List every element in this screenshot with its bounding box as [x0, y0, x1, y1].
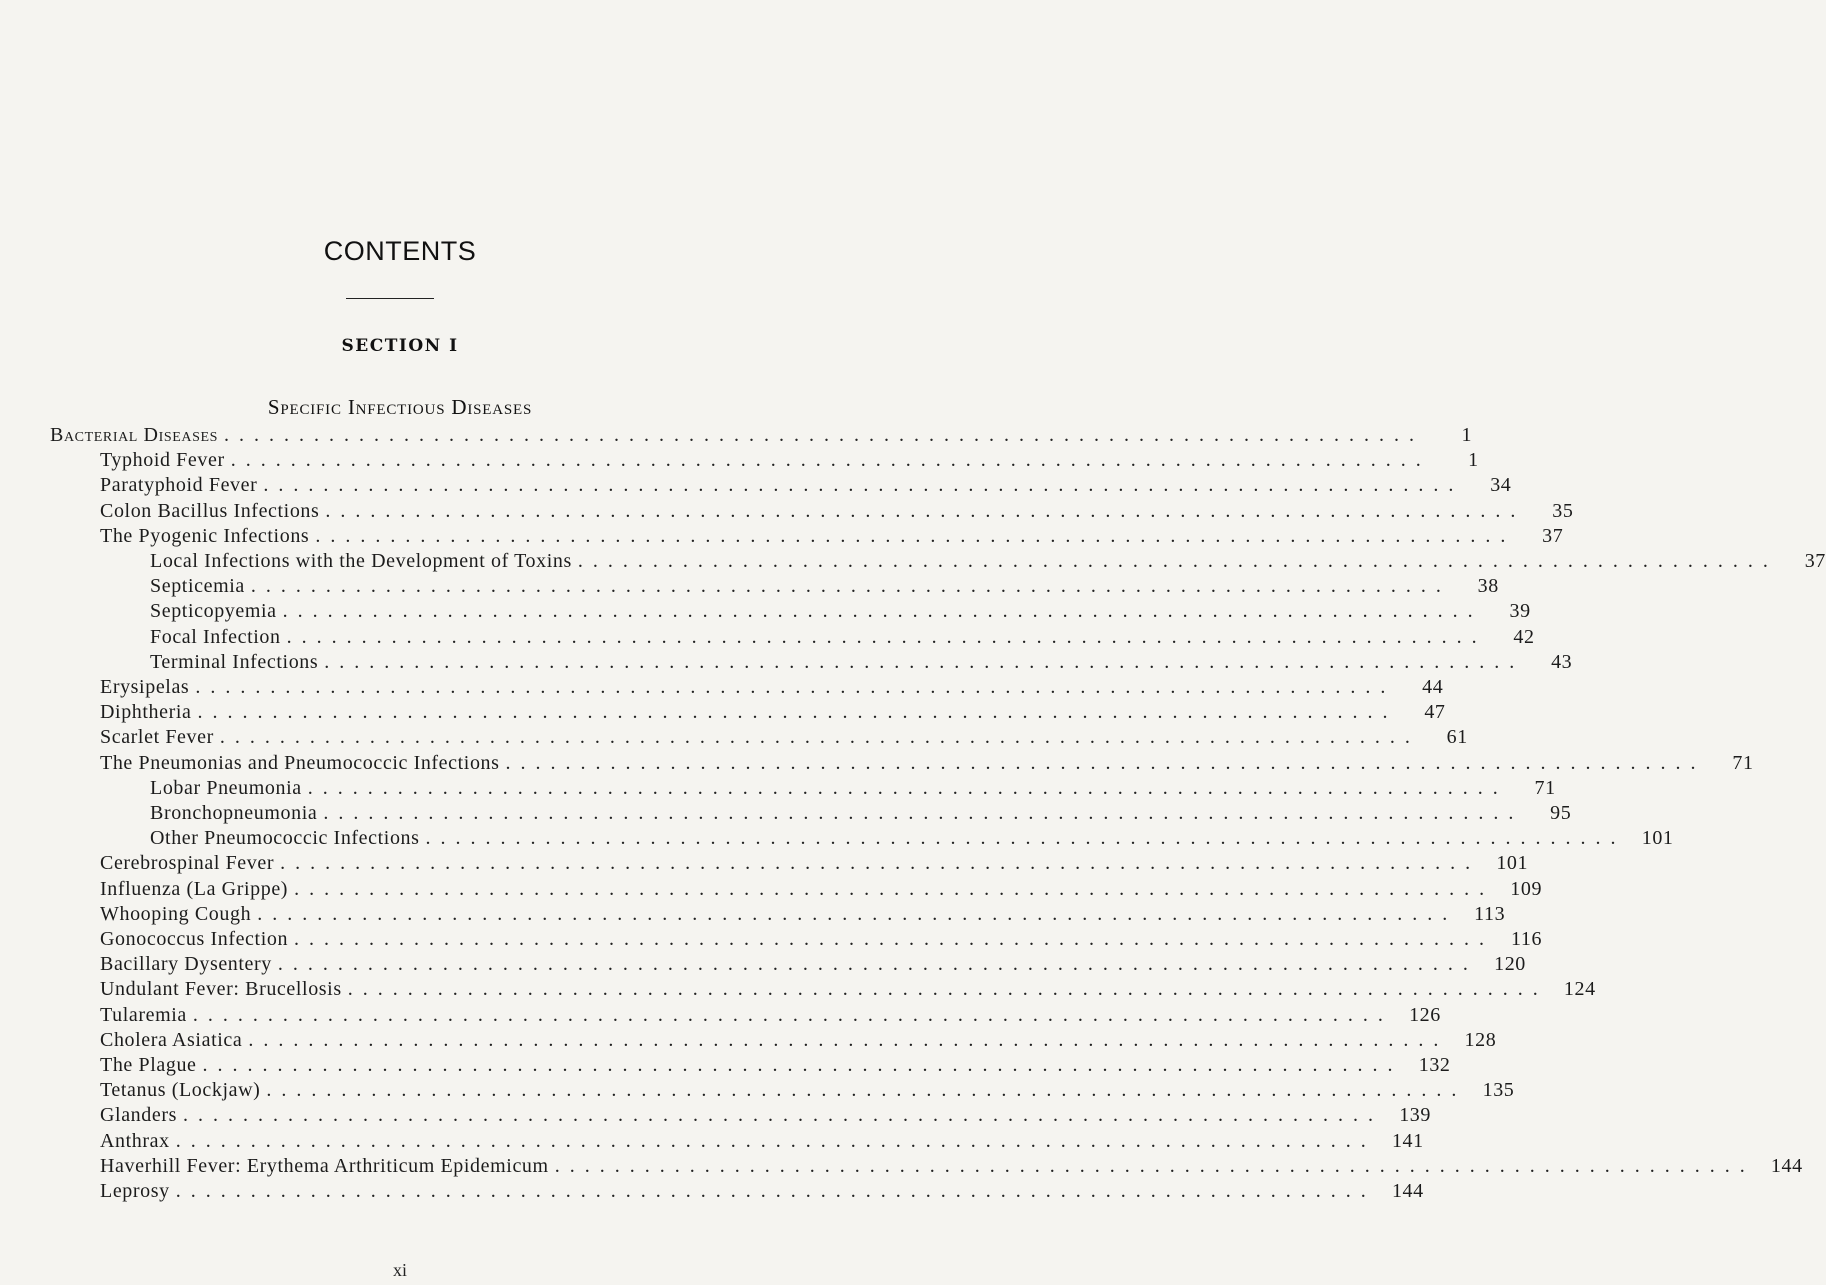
toc-entry-title: Diphtheria: [100, 701, 192, 724]
toc-entry: [100, 1002, 1441, 1028]
toc-entry-page: 37: [1542, 524, 1564, 547]
toc-entry-title: Bacillary Dysentery: [100, 953, 272, 976]
dot-leader: ................................................................................: [197, 701, 1398, 724]
toc-entry: [100, 1052, 1451, 1078]
toc-entry-title: Scarlet Fever: [100, 726, 214, 749]
toc-entry-page: 44: [1422, 676, 1444, 698]
toc-entry-title: Tetanus (Lockjaw): [100, 1079, 261, 1102]
toc-entry: [100, 876, 1543, 902]
toc-entry: [100, 750, 1754, 776]
toc-entry: [100, 523, 1564, 549]
toc-entry-title: Gonococcus Infection: [100, 928, 289, 950]
toc-entry-title: Undulant Fever: Brucellosis: [100, 978, 342, 1001]
toc-entry-page: 43: [1551, 650, 1573, 673]
toc-entry-page: 101: [1641, 827, 1674, 850]
toc-entry-title: Cerebrospinal Fever: [100, 852, 275, 875]
toc-entry: [100, 472, 1512, 498]
toc-entry-page: 132: [1418, 1054, 1451, 1076]
toc-entry-title: Septicopyemia: [150, 600, 277, 623]
toc-entry: [100, 850, 1529, 876]
toc-entry-page: 38: [1477, 575, 1499, 598]
dot-leader: ................................................................................: [307, 776, 1508, 799]
dot-leader: ................................................................................: [323, 802, 1524, 824]
toc-entry: [100, 1178, 1424, 1204]
toc-entry: [150, 548, 1826, 574]
toc-entry-page: 61: [1446, 726, 1468, 749]
toc-entry-page: 109: [1510, 877, 1543, 900]
page-number: xi: [392, 1260, 407, 1280]
toc-entry: [100, 674, 1444, 700]
toc-entry: [150, 624, 1535, 650]
dot-leader: ................................................................................: [280, 852, 1481, 875]
dot-leader: ................................................................................: [554, 1154, 1755, 1177]
toc-entry: [150, 598, 1531, 624]
toc-entry-page: 128: [1464, 1028, 1497, 1051]
dot-leader: ................................................................................: [266, 1079, 1467, 1102]
toc-entry-title: Erysipelas: [100, 676, 190, 698]
dot-leader: ................................................................................: [195, 676, 1396, 698]
toc-entry: [100, 699, 1446, 725]
toc-entry: [100, 1153, 1803, 1179]
toc-entry-page: 101: [1496, 852, 1529, 875]
toc-entry: [150, 649, 1573, 675]
section-label: SECTION I: [341, 336, 459, 356]
dot-leader: ................................................................................: [175, 1180, 1376, 1202]
toc-entry-page: 126: [1409, 1003, 1441, 1026]
dot-leader: ................................................................................: [294, 877, 1495, 900]
toc-entry-page: 124: [1563, 978, 1596, 1001]
toc-entry-title: Septicemia: [150, 575, 245, 598]
dot-leader: ................................................................................: [250, 575, 1451, 598]
toc-entry-title: Whooping Cough: [100, 902, 252, 925]
toc-entry-title: Focal Infection: [150, 625, 281, 648]
toc-entry-title: Colon Bacillus Infections: [100, 499, 320, 522]
dot-leader: ................................................................................: [192, 1003, 1393, 1026]
dot-leader: ................................................................................: [347, 978, 1548, 1001]
toc-entry-title: Glanders: [100, 1104, 177, 1127]
toc-entry-page: 1: [1468, 449, 1479, 472]
toc-entry-title: Haverhill Fever: Erythema Arthriticum Epidemicum: [100, 1154, 549, 1177]
toc-entry-page: 135: [1482, 1079, 1515, 1102]
dot-leader: ................................................................................: [324, 650, 1525, 673]
toc-entry: [100, 447, 1479, 473]
dot-leader: ................................................................................: [183, 1104, 1383, 1127]
toc-entry-title: Terminal Infections: [150, 650, 319, 673]
toc-entry-page: 113: [1474, 902, 1506, 925]
toc-entry: [100, 951, 1526, 977]
toc-entry: [100, 901, 1506, 927]
page-title: CONTENTS: [323, 236, 477, 266]
toc-entry: [100, 1128, 1424, 1154]
toc-entry-title: Tularemia: [100, 1003, 187, 1026]
dot-leader: ................................................................................: [248, 1028, 1449, 1051]
toc-entry: [100, 1077, 1515, 1103]
dot-leader: ................................................................................: [224, 424, 1425, 446]
toc-entry: [50, 422, 1473, 448]
dot-leader: ................................................................................: [577, 550, 1778, 572]
toc-entry: [150, 775, 1556, 801]
toc-entry-page: 1: [1461, 424, 1473, 446]
toc-entry-title: The Plague: [100, 1054, 197, 1076]
dot-leader: ................................................................................: [175, 1129, 1376, 1152]
toc-entry-title: The Pyogenic Infections: [100, 524, 310, 547]
dot-leader: ................................................................................: [257, 902, 1458, 925]
toc-entry-page: 95: [1550, 802, 1572, 824]
toc-entry-title: Paratyphoid Fever: [100, 474, 258, 497]
dot-leader: ................................................................................: [294, 928, 1495, 950]
toc-entry-page: 144: [1770, 1154, 1803, 1177]
toc-entry: [100, 926, 1543, 952]
toc-entry-page: 37: [1804, 550, 1826, 572]
toc-entry-title: Bronchopneumonia: [150, 802, 318, 824]
dot-leader: ................................................................................: [325, 499, 1526, 522]
dot-leader: ................................................................................: [202, 1054, 1403, 1076]
section-title: Specific Infectious Diseases: [267, 395, 533, 419]
toc-entry-page: 42: [1513, 625, 1535, 648]
toc-entry: [150, 825, 1674, 851]
toc-entry-page: 47: [1424, 701, 1446, 724]
dot-leader: ................................................................................: [425, 827, 1626, 850]
toc-entry-title: Cholera Asiatica: [100, 1028, 243, 1051]
toc-entry-title: Bacterial Diseases: [50, 424, 219, 446]
toc-entry-title: Leprosy: [100, 1180, 170, 1202]
toc-entry-page: 34: [1490, 474, 1512, 497]
toc-entry-page: 39: [1509, 600, 1531, 623]
toc-entry-title: The Pneumonias and Pneumococcic Infections: [100, 751, 500, 774]
toc-entry-page: 144: [1391, 1180, 1424, 1202]
toc-entry-title: Influenza (La Grippe): [100, 877, 289, 900]
toc-entry-page: 141: [1391, 1129, 1424, 1152]
dot-leader: ................................................................................: [219, 726, 1420, 749]
title-rule: [346, 298, 434, 299]
dot-leader: ................................................................................: [277, 953, 1478, 976]
dot-leader: ................................................................................: [286, 625, 1487, 648]
toc-entry: [100, 1102, 1431, 1128]
toc-entry-page: 71: [1534, 776, 1556, 799]
dot-leader: ................................................................................: [505, 751, 1706, 774]
toc-entry: [150, 573, 1499, 599]
toc-entry-page: 139: [1399, 1104, 1431, 1127]
dot-leader: ................................................................................: [263, 474, 1464, 497]
toc-entry-title: Typhoid Fever: [100, 449, 225, 472]
toc-entry: [150, 800, 1572, 826]
toc-entry-page: 35: [1552, 499, 1574, 522]
toc-entry: [100, 724, 1468, 750]
toc-entry-page: 120: [1494, 953, 1526, 976]
toc-entry-title: Local Infections with the Development of Toxins: [150, 550, 572, 572]
toc-entry: [100, 1027, 1497, 1053]
toc-entry-title: Lobar Pneumonia: [150, 776, 302, 799]
toc-entry: [100, 498, 1574, 524]
toc-entry: [100, 976, 1596, 1002]
dot-leader: ................................................................................: [282, 600, 1483, 623]
toc-entry-page: 71: [1732, 751, 1754, 774]
toc-entry-title: Anthrax: [100, 1129, 170, 1152]
dot-leader: ................................................................................: [315, 524, 1516, 547]
dot-leader: ................................................................................: [230, 449, 1431, 472]
toc-entry-title: Other Pneumococcic Infections: [150, 827, 420, 850]
toc-entry-page: 116: [1510, 928, 1543, 950]
